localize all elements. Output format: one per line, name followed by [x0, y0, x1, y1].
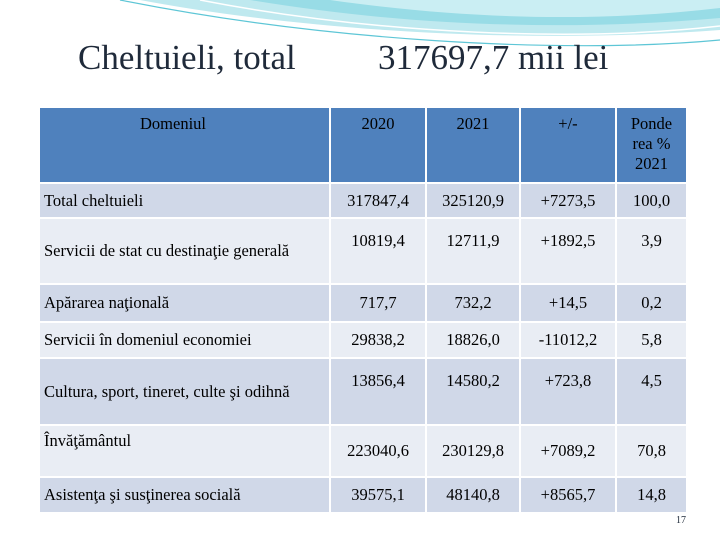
cell-difference: -11012,2	[520, 322, 616, 358]
cell-share: 4,5	[616, 358, 687, 425]
row-label: Apărarea naţională	[39, 284, 330, 322]
cell-2021: 14580,2	[426, 358, 520, 425]
row-label: Total cheltuieli	[39, 183, 330, 218]
header-2020: 2020	[330, 107, 426, 183]
header-2021: 2021	[426, 107, 520, 183]
cell-difference: +14,5	[520, 284, 616, 322]
cell-share: 0,2	[616, 284, 687, 322]
cell-2021: 325120,9	[426, 183, 520, 218]
cell-difference: +723,8	[520, 358, 616, 425]
cell-2021: 230129,8	[426, 425, 520, 477]
table-header-row	[39, 107, 687, 183]
cell-difference: +1892,5	[520, 218, 616, 284]
cell-2021: 18826,0	[426, 322, 520, 358]
cell-2021: 48140,8	[426, 477, 520, 513]
cell-share: 100,0	[616, 183, 687, 218]
row-label: Servicii de stat cu destinaţie generală	[39, 218, 330, 284]
row-label: Cultura, sport, tineret, culte şi odihnă	[39, 358, 330, 425]
cell-2020: 39575,1	[330, 477, 426, 513]
header-share-percent: Ponde rea % 2021	[616, 107, 687, 183]
cell-share: 70,8	[616, 425, 687, 477]
table-row	[39, 322, 687, 358]
header-difference: +/-	[520, 107, 616, 183]
cell-share: 3,9	[616, 218, 687, 284]
cell-2021: 12711,9	[426, 218, 520, 284]
table-row	[39, 425, 687, 477]
table-row	[39, 358, 687, 425]
expenses-table	[38, 106, 688, 514]
cell-difference: +8565,7	[520, 477, 616, 513]
cell-share: 14,8	[616, 477, 687, 513]
row-label: Învăţământul	[39, 425, 330, 477]
cell-2020: 13856,4	[330, 358, 426, 425]
cell-2020: 223040,6	[330, 425, 426, 477]
page-number: 17	[676, 515, 686, 526]
cell-2020: 29838,2	[330, 322, 426, 358]
cell-difference: +7089,2	[520, 425, 616, 477]
table-row	[39, 477, 687, 513]
row-label: Servicii în domeniul economiei	[39, 322, 330, 358]
cell-2020: 717,7	[330, 284, 426, 322]
title-value: 317697,7 mii lei	[378, 38, 609, 77]
cell-difference: +7273,5	[520, 183, 616, 218]
cell-share: 5,8	[616, 322, 687, 358]
table-row	[39, 183, 687, 218]
cell-2021: 732,2	[426, 284, 520, 322]
table-row	[39, 218, 687, 284]
row-label: Asistenţa şi susţinerea socială	[39, 477, 330, 513]
cell-2020: 10819,4	[330, 218, 426, 284]
table-row	[39, 284, 687, 322]
title-label: Cheltuieli, total	[78, 38, 296, 77]
cell-2020: 317847,4	[330, 183, 426, 218]
header-domain: Domeniul	[39, 107, 330, 183]
